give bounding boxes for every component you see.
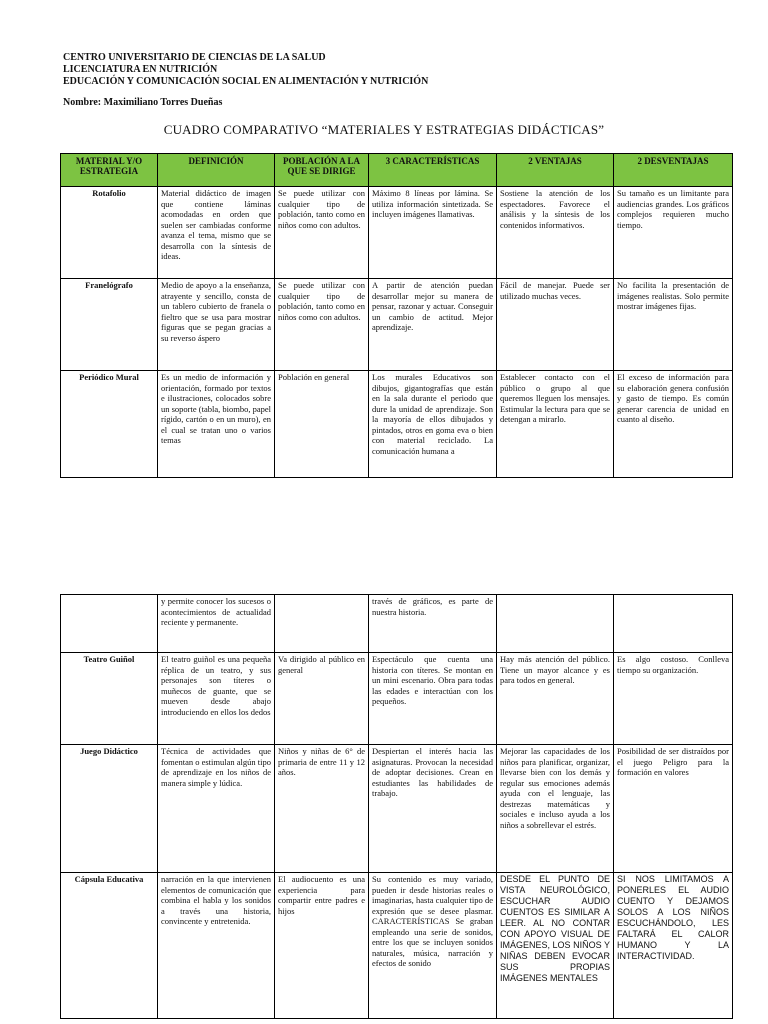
table-row bbox=[61, 653, 733, 745]
row-name: Franelógrafo bbox=[61, 279, 158, 371]
table-row-continuation bbox=[61, 595, 733, 653]
document-title: CUADRO COMPARATIVO “MATERIALES Y ESTRATEGIAS DIDÁCTICAS” bbox=[163, 122, 605, 137]
comparison-table-page-2 bbox=[60, 594, 733, 1019]
cell-definition: Medio de apoyo a la enseñanza, atrayente y sencillo, consta de un tablero cubierto de franela o fieltro que se usa para mostrar figuras que se pegan gracias a su reverso áspero bbox=[158, 279, 275, 371]
cell-advantages: Establecer contacto con el público o grupo al que queremos lleguen los mensajes. Estimular la lectura para que se detengan a mirarlo. bbox=[497, 371, 614, 478]
comparison-table-page-1 bbox=[60, 153, 733, 478]
cell-definition: Técnica de actividades que fomentan o estimulan algún tipo de aprendizaje en los niños de manera simple y lúdica. bbox=[158, 745, 275, 873]
table-row bbox=[61, 745, 733, 873]
column-header: 2 DESVENTAJAS bbox=[614, 154, 733, 187]
cell-disadvantages: Es algo costoso. Conlleva tiempo su organización. bbox=[614, 653, 733, 745]
cell-characteristics: Máximo 8 líneas por lámina. Se utiliza información sintetizada. Se incluyen imágenes llamativas. bbox=[369, 187, 497, 279]
cell-disadvantages: El exceso de información para su elaboración genera confusión y gasto de tiempo. Es común generar carencia de unidad en cuanto al diseño. bbox=[614, 371, 733, 478]
cell-characteristics: través de gráficos, es parte de nuestra historia. bbox=[369, 595, 497, 653]
cell-disadvantages: Su tamaño es un limitante para audiencias grandes. Los gráficos complejos requieren mucho tiempo. bbox=[614, 187, 733, 279]
cell-characteristics: Su contenido es muy variado, pueden ir desde historias reales o imaginarias, hasta cualquier tipo de expresión que se desee plasmar. CARACTERÍSTICAS Se graban empleando una serie de sonidos, entre los que se incluyen sonidos naturales, música, narración y efectos de sonido bbox=[369, 873, 497, 1019]
cell-population: Va dirigido al público en general bbox=[275, 653, 369, 745]
table-row bbox=[61, 873, 733, 1019]
cell-definition: El teatro guiñol es una pequeña réplica de un teatro, y sus personajes son títeres o muñecos de guante, que se mueven desde abajo introduciendo en ellos los dedos bbox=[158, 653, 275, 745]
cell-population: Niños y niñas de 6° de primaria de entre 11 y 12 años. bbox=[275, 745, 369, 873]
cell-characteristics: A partir de atención puedan desarrollar mejor su manera de pensar, razonar y actuar. Conseguir un cambio de actitud. Mejor aprendizaje. bbox=[369, 279, 497, 371]
header-line-course: EDUCACIÓN Y COMUNICACIÓN SOCIAL EN ALIMENTACIÓN Y NUTRICIÓN bbox=[63, 76, 429, 87]
cell-disadvantages: No facilita la presentación de imágenes realistas. Solo permite mostrar imágenes fijas. bbox=[614, 279, 733, 371]
cell-definition: Es un medio de información y orientación, formado por textos e ilustraciones, colocados sobre un soporte (tabla, biombo, papel rígido, cartón o en un muro), en el cual se tratan uno o varios temas bbox=[158, 371, 275, 478]
column-header: DEFINICIÓN bbox=[158, 154, 275, 187]
cell-characteristics: Despiertan el interés hacia las asignaturas. Provocan la necesidad de adoptar decisiones. Crean en estudiantes las habilidades de trabajo. bbox=[369, 745, 497, 873]
cell-population: Se puede utilizar con cualquier tipo de población, tanto como en niños como con adultos. bbox=[275, 187, 369, 279]
cell-disadvantages: Posibilidad de ser distraídos por el juego Peligro para la formación en valores bbox=[614, 745, 733, 873]
header-line-university: CENTRO UNIVERSITARIO DE CIENCIAS DE LA SALUD bbox=[63, 52, 326, 63]
student-name: Nombre: Maximiliano Torres Dueñas bbox=[63, 97, 223, 108]
row-name: Periódico Mural bbox=[61, 371, 158, 478]
cell-population: Se puede utilizar con cualquier tipo de población, tanto como en niños como con adultos. bbox=[275, 279, 369, 371]
row-name: Teatro Guiñol bbox=[61, 653, 158, 745]
table-row bbox=[61, 187, 733, 279]
column-header: POBLACIÓN A LA QUE SE DIRIGE bbox=[275, 154, 369, 187]
table-row bbox=[61, 371, 733, 478]
table-header-row bbox=[61, 154, 733, 187]
cell-advantages: Fácil de manejar. Puede ser utilizado muchas veces. bbox=[497, 279, 614, 371]
cell-characteristics: Los murales Educativos son dibujos, gigantografías que están en la sala durante el periodo que dure la unidad de aprendizaje. Son la mayoría de ellos dibujados y pintados, otros en goma eva o bien con material reciclado. La comunicación humana a bbox=[369, 371, 497, 478]
row-name: Rotafolio bbox=[61, 187, 158, 279]
cell-disadvantages: SI NOS LIMITAMOS A PONERLES EL AUDIO CUENTO Y DEJAMOS SOLOS A LOS NIÑOS ESCUCHÁNDOLO, LES FALTARÁ EL CALOR HUMANO Y LA INTERACTIVIDAD. bbox=[614, 873, 733, 1019]
cell-advantages: Hay más atención del público. Tiene un mayor alcance y es para todos en general. bbox=[497, 653, 614, 745]
cell-population: El audiocuento es una experiencia para compartir entre padres e hijos bbox=[275, 873, 369, 1019]
cell-advantages: Mejorar las capacidades de los niños para planificar, organizar, llevarse bien con los demás y regular sus emociones además ayuda con el lenguaje, las destrezas matemáticas y sociales e incluso ayuda a los niños a sobrellevar el estrés. bbox=[497, 745, 614, 873]
cell-population: Población en general bbox=[275, 371, 369, 478]
row-name: Juego Didáctico bbox=[61, 745, 158, 873]
cell-advantages: DESDE EL PUNTO DE VISTA NEUROLÓGICO, ESCUCHAR AUDIO CUENTOS ES SIMILAR A LEER. AL NO CONTAR CON APOYO VISUAL DE IMÁGENES, LOS NIÑOS Y NIÑAS DEBEN EVOCAR SUS PROPIAS IMÁGENES MENTALES bbox=[497, 873, 614, 1019]
cell-advantages: Sostiene la atención de los espectadores. Favorece el análisis y la síntesis de los contenidos informativos. bbox=[497, 187, 614, 279]
column-header: MATERIAL Y/O ESTRATEGIA bbox=[61, 154, 158, 187]
column-header: 3 CARACTERÍSTICAS bbox=[369, 154, 497, 187]
cell-definition: Material didáctico de imagen que contiene láminas acomodadas en orden que suelen ser cambiadas conforme avanza el tema, mismo que se desarrolla con la síntesis de ideas. bbox=[158, 187, 275, 279]
institution-header bbox=[63, 52, 428, 88]
row-name: Cápsula Educativa bbox=[61, 873, 158, 1019]
cell-characteristics: Espectáculo que cuenta una historia con títeres. Se montan en un mini escenario. Obra para todas las edades e interactúan con los pequeños. bbox=[369, 653, 497, 745]
header-line-degree: LICENCIATURA EN NUTRICIÓN bbox=[63, 64, 218, 75]
table-row bbox=[61, 279, 733, 371]
cell-definition: narración en la que intervienen elementos de comunicación que combina el habla y los sonidos a través una historia, convincente y entretenida. bbox=[158, 873, 275, 1019]
column-header: 2 VENTAJAS bbox=[497, 154, 614, 187]
cell-definition: y permite conocer los sucesos o acontecimientos de actualidad reciente y permanente. bbox=[158, 595, 275, 653]
